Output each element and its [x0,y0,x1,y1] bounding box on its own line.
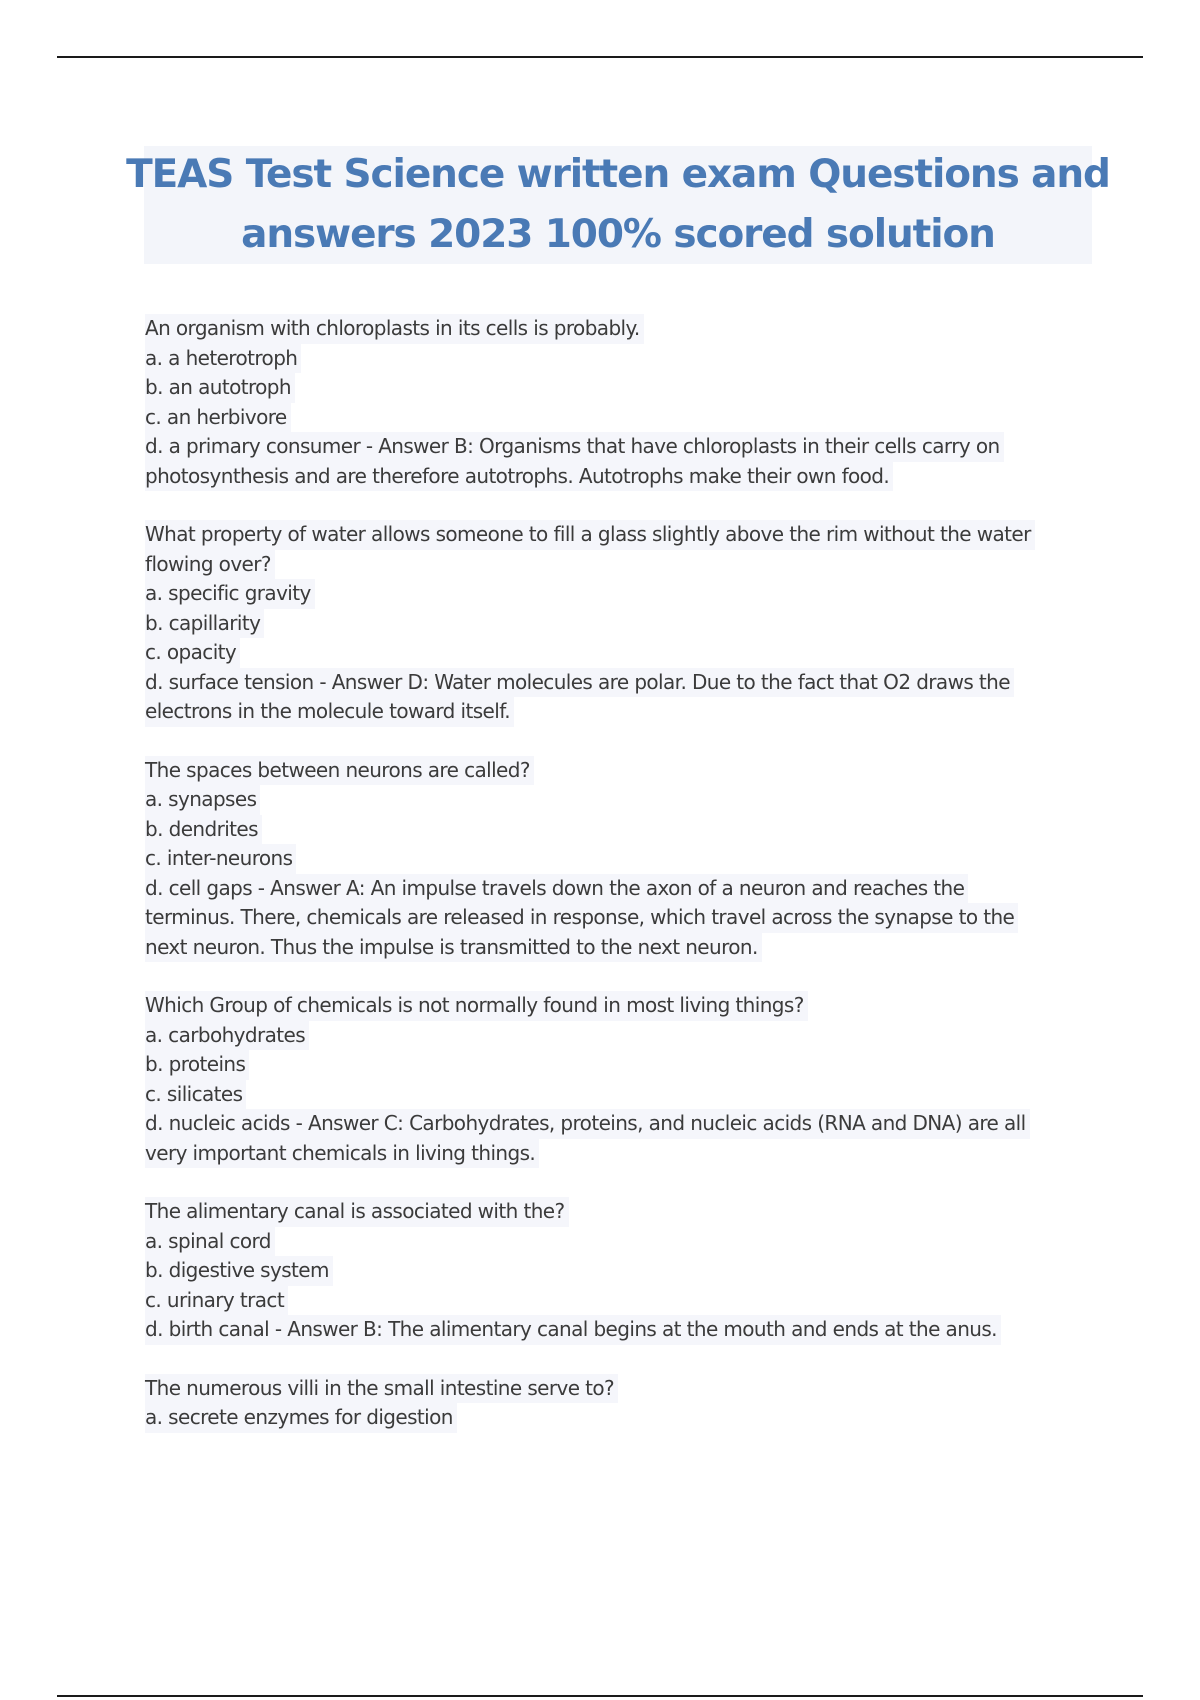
option-c: c. opacity [145,638,240,668]
question-text: The alimentary canal is associated with the? [145,1197,569,1227]
option-a: a. synapses [145,785,260,815]
option-b: b. digestive system [145,1256,333,1286]
question-text: Which Group of chemicals is not normally found in most living things? [145,991,808,1021]
question-3 [145,756,1095,963]
option-d-answer: d. birth canal - Answer B: The alimentary canal begins at the mouth and ends at the anus. [145,1315,1001,1345]
option-a: a. specific gravity [145,579,315,609]
option-d-answer: d. a primary consumer - Answer B: Organisms that have chloroplasts in their cells carry on [145,432,1004,462]
title-line-2: answers 2023 100% scored solution [241,212,995,257]
question-text: An organism with chloroplasts in its cells is probably. [145,314,644,344]
question-1 [145,314,1095,491]
option-a: a. a heterotroph [145,344,301,374]
option-a: a. spinal cord [145,1227,275,1257]
question-4 [145,991,1095,1168]
question-text-continued: flowing over? [145,550,275,580]
question-text: What property of water allows someone to fill a glass slightly above the rim without the water [145,520,1035,550]
option-d-answer: d. nucleic acids - Answer C: Carbohydrates, proteins, and nucleic acids (RNA and DNA) are all [145,1109,1030,1139]
option-a: a. carbohydrates [145,1021,309,1051]
answer-explanation: photosynthesis and are therefore autotrophs. Autotrophs make their own food. [145,462,893,492]
answer-explanation-continued: next neuron. Thus the impulse is transmitted to the next neuron. [145,933,762,963]
question-text: The numerous villi in the small intestine serve to? [145,1374,618,1404]
option-b: b. proteins [145,1050,249,1080]
question-text: The spaces between neurons are called? [145,756,534,786]
option-b: b. capillarity [145,609,264,639]
answer-explanation: very important chemicals in living things. [145,1139,539,1169]
option-c: c. silicates [145,1080,246,1110]
answer-explanation: terminus. There, chemicals are released in response, which travel across the synapse to the [145,903,1018,933]
option-c: c. inter-neurons [145,844,296,874]
option-c: c. urinary tract [145,1286,288,1316]
question-list [145,314,1095,1462]
option-b: b. dendrites [145,815,262,845]
title-line-1: TEAS Test Science written exam Questions and [126,152,1110,197]
option-c: c. an herbivore [145,403,291,433]
question-5 [145,1197,1095,1345]
answer-explanation: electrons in the molecule toward itself. [145,697,514,727]
top-rule [57,56,1143,58]
option-d-answer: d. surface tension - Answer D: Water molecules are polar. Due to the fact that O2 draws the [145,668,1014,698]
question-2 [145,520,1095,727]
bottom-rule [57,1695,1143,1697]
question-6 [145,1374,1095,1433]
option-d-answer: d. cell gaps - Answer A: An impulse travels down the axon of a neuron and reaches the [145,874,968,904]
option-b: b. an autotroph [145,373,295,403]
document-title [126,146,1110,264]
option-a: a. secrete enzymes for digestion [145,1403,457,1433]
